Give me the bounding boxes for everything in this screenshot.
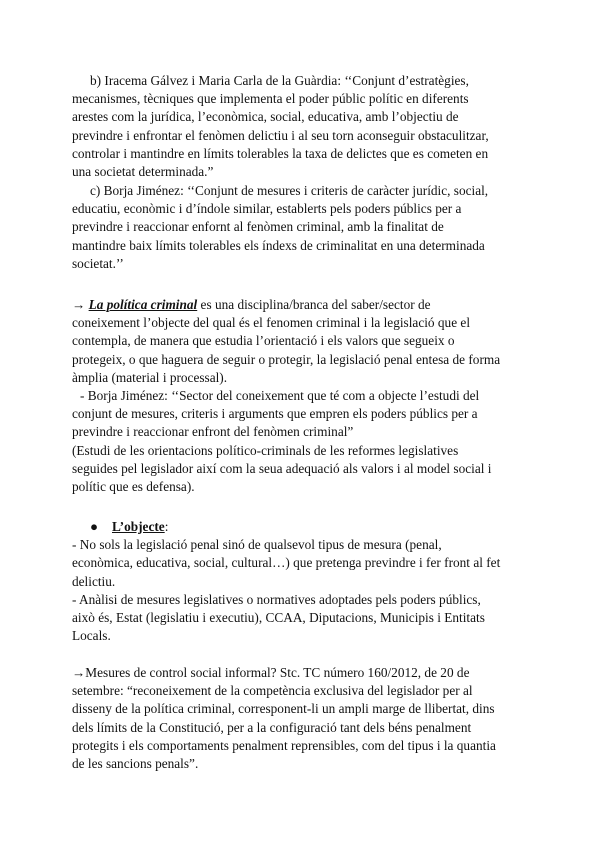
text-line: protegits i els comportaments penalment reprensibles, com del tipus i la quantia — [72, 737, 496, 753]
text-line: previndre i reaccionar enfront del fenòmen criminal” — [72, 424, 354, 440]
text-line: mecanismes, tècniques que implementa el poder públic polític en diferents — [72, 91, 469, 107]
text-line: això és, Estat (legislatiu i executiu), CCAA, Diputacions, Municipis i Entitats — [72, 610, 485, 626]
bullet-icon: ● — [90, 519, 99, 534]
text-line: previndre i enfrontar el fenòmen delictiu i al seu torn aconseguir obstaculitzar, — [72, 127, 489, 143]
text-line: protegeix, o que haguera de seguir o protegir, la legislació penal entesa de forma — [72, 351, 501, 367]
text-line: coneixement l’objecte del qual és el fenomen criminal i la legislació que el — [72, 315, 471, 331]
text-line: educatiu, econòmic i d’índole similar, establerts pels poders públics per a — [72, 201, 462, 217]
text-line: dels límits de la Constitució, per a la configuració tant dels béns penalment — [72, 719, 472, 735]
text-line: econòmica, educativa, social, cultural…) que pretenga previndre i fer front al fet — [72, 555, 501, 571]
text-line: arestes com la jurídica, l’econòmica, social, educativa, amb l’objectiu de — [72, 109, 459, 125]
text-line: una societat determinada.” — [72, 164, 214, 180]
text-line: (Estudi de les orientacions político-criminals de les reformes legislatives — [72, 442, 459, 458]
text-line: setembre: “reconeixement de la competència exclusiva del legislador per al — [72, 683, 473, 699]
text-line — [72, 518, 534, 536]
text-line: mantindre baix límits tolerables els índexs de criminalitat en una determinada — [72, 237, 485, 253]
text-fragment: : — [164, 519, 169, 534]
text-line: controlar i mantindre en límits tolerables la taxa de delictes que es cometen en — [72, 145, 489, 161]
objecte-heading: L’objecte — [112, 519, 165, 534]
text-line: →Mesures de control social informal? Stc. TC número 160/2012, de 20 de — [72, 665, 470, 680]
term-politica-criminal: La política criminal — [88, 297, 198, 312]
mesures-section — [72, 664, 534, 773]
politica-criminal-section — [72, 296, 534, 496]
text-line: - Anàlisi de mesures legislatives o normatives adoptades pels poders públics, — [72, 591, 481, 607]
definition-c — [72, 182, 534, 273]
text-line: contempla, de manera que estudia l’orientació i els valors que segueix o — [72, 333, 455, 349]
text-line: b) Iracema Gálvez i Maria Carla de la Guàrdia: ‘‘Conjunt d’estratègies, — [90, 73, 469, 88]
text-line: seguides pel legislador així com la seua adequació als valors i al model social i — [72, 460, 492, 476]
text-line: - Borja Jiménez: ‘‘Sector del coneixement que té com a objecte l’estudi del — [80, 388, 480, 404]
text-line: delictiu. — [72, 573, 116, 589]
text-line: polític que es defensa). — [72, 479, 195, 495]
text-line: de les sancions penals”. — [72, 756, 199, 772]
text-line: c) Borja Jiménez: ‘‘Conjunt de mesures i criteris de caràcter jurídic, social, — [90, 183, 489, 198]
text-line: societat.’’ — [72, 255, 124, 271]
text-line: - No sols la legislació penal sinó de qualsevol tipus de mesura (penal, — [72, 537, 442, 553]
text-line: disseny de la política criminal, corresponent-li un ampli marge de llibertat, dins — [72, 701, 495, 717]
definition-b — [72, 72, 534, 181]
arrow-icon: → — [72, 297, 89, 312]
text-fragment: es una disciplina/branca del saber/sector de — [197, 297, 431, 312]
text-line: previndre i reaccionar enfornt al fenòmen criminal, amb la finalitat de — [72, 219, 444, 235]
text-line: àmplia (material i processal). — [72, 369, 228, 385]
text-line: Locals. — [72, 628, 111, 644]
objecte-section — [72, 518, 534, 645]
text-line — [72, 296, 534, 314]
text-line: conjunt de mesures, criteris i arguments que empren els poders públics per a — [72, 406, 478, 422]
